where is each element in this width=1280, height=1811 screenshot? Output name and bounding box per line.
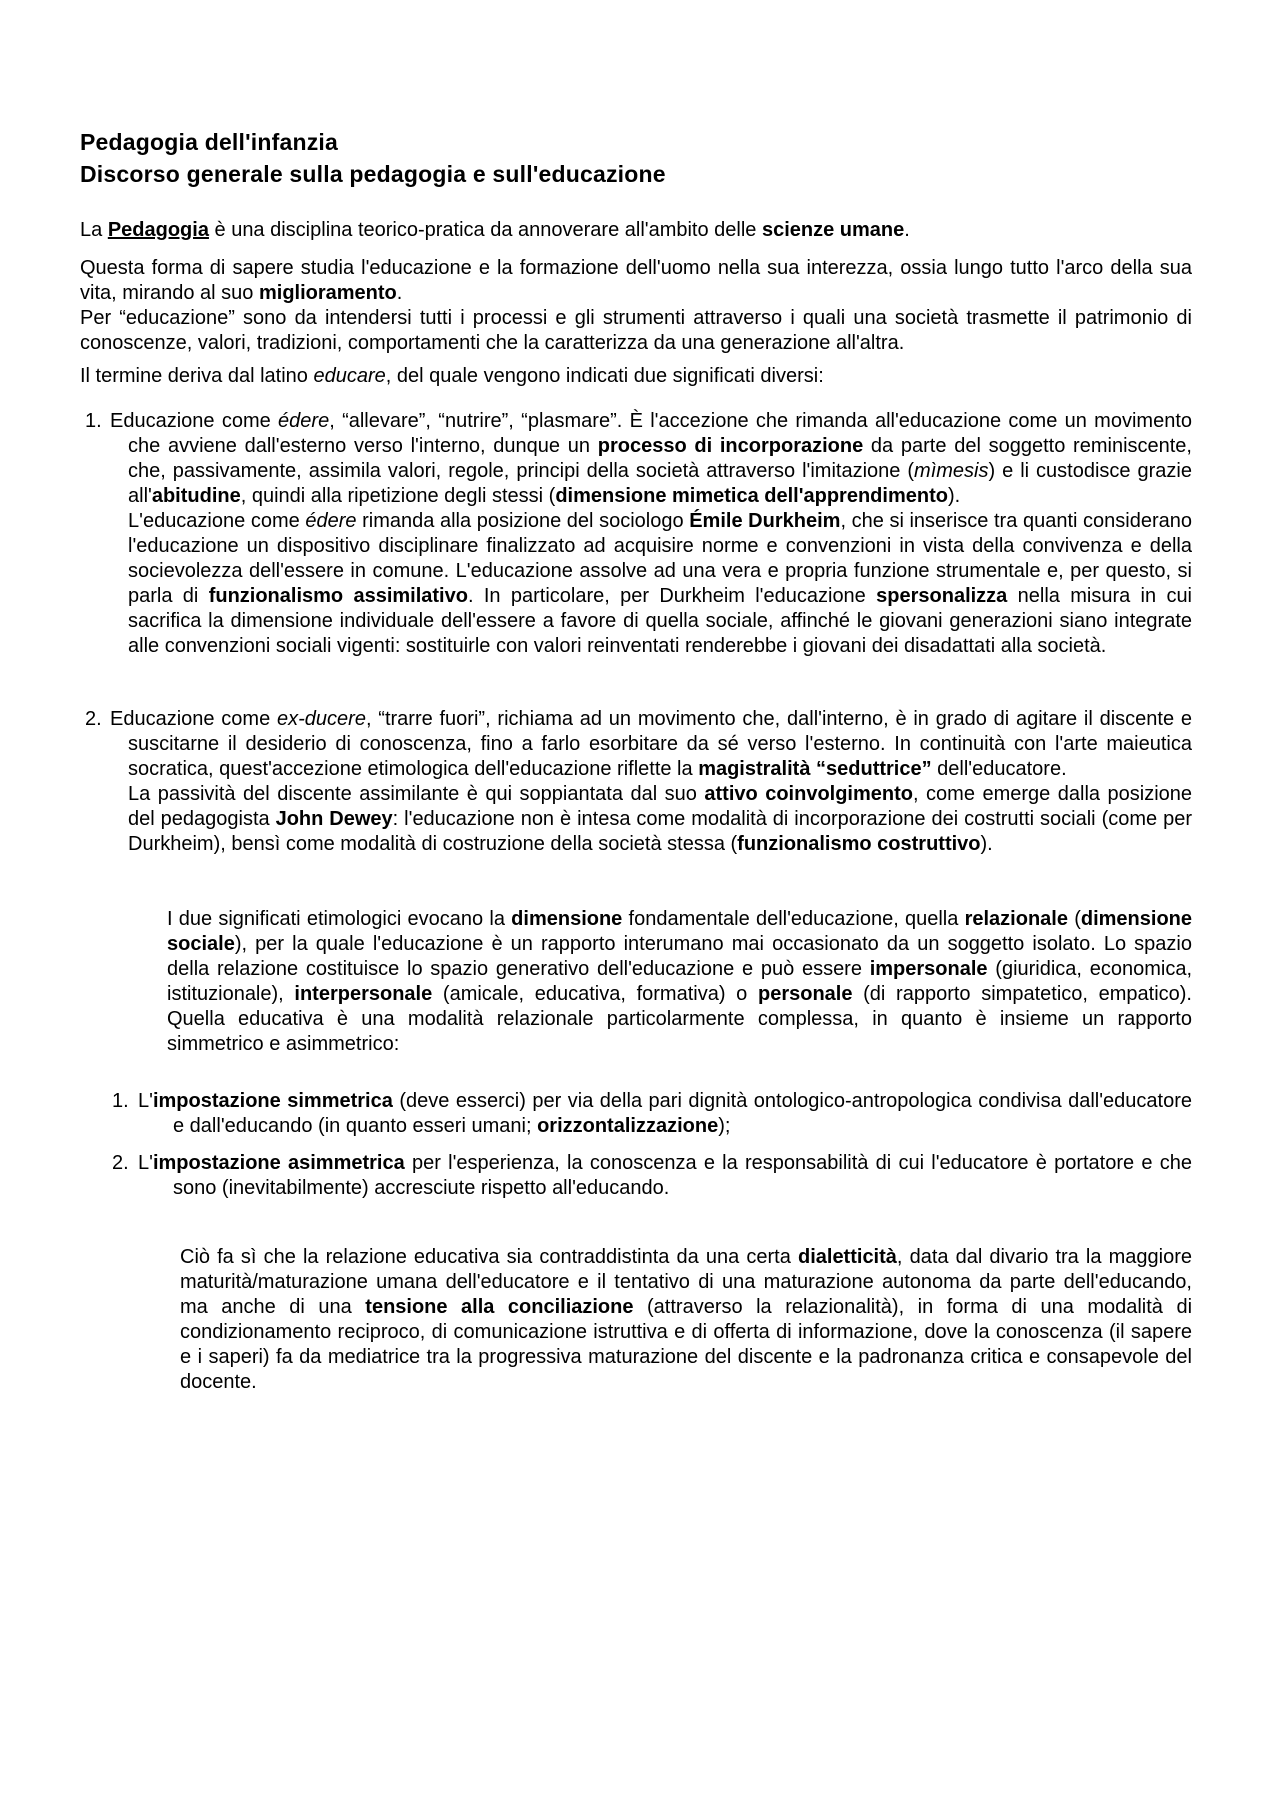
text-run: è una disciplina teorico-pratica da annoverare all'ambito delle (208, 219, 762, 241)
text-run: dimensione (511, 908, 623, 930)
text-run: ). (980, 833, 993, 855)
text-run: fondamentale dell'educazione, quella (622, 908, 965, 930)
list-marker: 2. (112, 1152, 129, 1174)
text-run: ( (1067, 908, 1081, 930)
list-item (80, 707, 1192, 857)
text-run: da parte del soggetto reminiscente, che, passivamente, assimila valori, regole, principi della società attraverso l'imitazione ( (128, 435, 1192, 482)
text-run: , data dal divario tra la maggiore maturità/maturazione umana dell'educatore e il tentativo di una maturazione autonoma da parte dell'educando, ma anche di una (180, 1246, 1192, 1318)
text-run: orizzontalizzazione (537, 1115, 719, 1137)
text-run: nella misura in cui sacrifica la dimensione individuale dell'essere a favore di quella sociale, affinché le giovani generazioni siano integrate alle convenzioni sociali vigenti: sostituirle con valori reinventati renderebbe i giovani dei disadattati alla società. (128, 585, 1193, 657)
text-run: édere (305, 510, 357, 532)
text-run: édere (278, 410, 330, 432)
text-run: La (80, 219, 108, 241)
text-run: ex-ducere (277, 708, 366, 730)
text-run: ) e li custodisce grazie all' (128, 460, 1192, 507)
text-run: . (396, 282, 403, 304)
text-run: , come emerge dalla posizione del pedagogista (128, 783, 1193, 830)
text-run: Il termine deriva dal latino (80, 365, 314, 387)
text-run: dimensione mimetica dell'apprendimento (555, 485, 948, 507)
text-run: (di rapporto simpatetico, empatico). Quella educativa è una modalità relazionale particolarmente complessa, in quanto è insieme un rapporto simmetrico e asimmetrico: (167, 983, 1192, 1055)
text-run: , del quale vengono indicati due significati diversi: (385, 365, 824, 387)
text-run: impostazione simmetrica (152, 1090, 393, 1112)
page-title: Pedagogia dell'infanzia (80, 129, 339, 155)
text-run: Educazione come (110, 708, 277, 730)
text-run: personale (757, 983, 853, 1005)
text-run: (giuridica, economica, istituzionale), (167, 958, 1192, 1005)
text-run: L'educazione come (128, 510, 306, 532)
text-run: relazionale (964, 908, 1068, 930)
text-run: I due significati etimologici evocano la (167, 908, 512, 930)
text-run: John Dewey (275, 808, 393, 830)
text-run: dimensione sociale (167, 908, 1193, 955)
list-marker: 1. (85, 410, 102, 432)
text-run: educare (313, 365, 386, 387)
text-run: (amicale, educativa, formativa) o (432, 983, 758, 1005)
text-run: interpersonale (294, 983, 433, 1005)
list-marker: 1. (112, 1090, 129, 1112)
text-run: impostazione asimmetrica (152, 1152, 405, 1174)
text-run: , “trarre fuori”, richiama ad un movimento che, dall'interno, è in grado di agitare il discente e suscitarne il desiderio di conoscenza, fino a farlo esorbitare da sé verso l'esterno. In continuità con l'arte maieutica socratica, quest'accezione etimologica dell'educazione riflette la (128, 708, 1192, 780)
text-run: La passività del discente assimilante è qui soppiantata dal suo (128, 783, 705, 805)
paragraph (180, 1245, 1192, 1395)
paragraph (80, 364, 1192, 389)
text-run: per l'esperienza, la conoscenza e la responsabilità di cui l'educatore è portatore e che sono (inevitabilmente) accresciute rispetto all'educando. (173, 1152, 1192, 1199)
text-run: Pedagogia (107, 219, 209, 241)
text-run: impersonale (869, 958, 988, 980)
text-run: ). (947, 485, 961, 507)
list-marker: 2. (85, 708, 102, 730)
text-run: L' (138, 1152, 153, 1174)
paragraph (80, 256, 1192, 306)
text-run: processo di incorporazione (597, 435, 864, 457)
list-item (80, 1151, 1192, 1201)
text-run: . (904, 219, 910, 241)
text-run: miglioramento (258, 282, 397, 304)
text-run: attivo coinvolgimento (704, 783, 913, 805)
text-run: tensione alla conciliazione (365, 1296, 634, 1318)
text-run: , che si inserisce tra quanti considerano l'educazione un dispositivo disciplinare finalizzato ad acquisire norme e convenzioni in vista della convivenza e della socievolezza dell'essere in comune. L'educazione assolve ad una vera e propria funzione strumentale e, per questo, si parla di (128, 510, 1193, 607)
text-run: abitudine (151, 485, 241, 507)
text-run: Questa forma di sapere studia l'educazione e la formazione dell'uomo nella sua interezza, ossia lungo tutto l'arco della sua vita, mirando al suo (80, 257, 1192, 304)
text-run: dialetticità (797, 1246, 897, 1268)
text-run: rimanda alla posizione del sociologo (356, 510, 690, 532)
page-subtitle: Discorso generale sulla pedagogia e sull'educazione (80, 161, 666, 187)
text-run: Émile Durkheim (689, 510, 841, 532)
text-run: magistralità “seduttrice” (698, 758, 932, 780)
text-run: ); (718, 1115, 731, 1137)
paragraph (167, 907, 1192, 1057)
text-run: Educazione come (110, 410, 279, 432)
text-run: scienze umane (761, 219, 905, 241)
text-run: , “allevare”, “nutrire”, “plasmare”. È l'accezione che rimanda all'educazione come un movimento che avviene dall'esterno verso l'interno, dunque un (128, 410, 1192, 457)
text-run: ), per la quale l'educazione è un rapporto interumano mai occasionato da un soggetto isolato. Lo spazio della relazione costituisce lo spazio generativo dell'educazione e può essere (167, 933, 1192, 980)
text-run: dell'educatore. (931, 758, 1067, 780)
text-run: (deve esserci) per via della pari dignità ontologico-antropologica condivisa dall'educatore e dall'educando (in quanto esseri umani; (173, 1090, 1192, 1137)
text-run: (attraverso la relazionalità), in forma di una modalità di condizionamento reciproco, di comunicazione istruttiva e di offerta di informazione, dove la conoscenza (il sapere e i saperi) fa da mediatrice tra la progressiva maturazione del discente e la padronanza critica e consapevole del docente. (180, 1296, 1193, 1393)
text-run: Per “educazione” sono da intendersi tutti i processi e gli strumenti attraverso i quali una società trasmette il patrimonio di conoscenze, valori, tradizioni, comportamenti che la caratterizza da una generazione all'altra. (80, 307, 1192, 354)
text-run: mìmesis (914, 460, 989, 482)
text-run: funzionalismo assimilativo (208, 585, 468, 607)
list-item (80, 409, 1192, 659)
document-body (80, 218, 1192, 1395)
paragraph (80, 306, 1192, 356)
text-run: spersonalizza (876, 585, 1008, 607)
text-run: , quindi alla ripetizione degli stessi ( (240, 485, 556, 507)
text-run: . In particolare, per Durkheim l'educazione (467, 585, 877, 607)
text-run: : l'educazione non è intesa come modalità di incorporazione dei costrutti sociali (come per Durkheim), bensì come modalità di costruzione della società stessa ( (128, 808, 1192, 855)
list-item (80, 1089, 1192, 1139)
text-run: funzionalismo costruttivo (737, 833, 981, 855)
text-run: Ciò fa sì che la relazione educativa sia contraddistinta da una certa (180, 1246, 798, 1268)
paragraph (80, 218, 1192, 243)
text-run: L' (138, 1090, 153, 1112)
